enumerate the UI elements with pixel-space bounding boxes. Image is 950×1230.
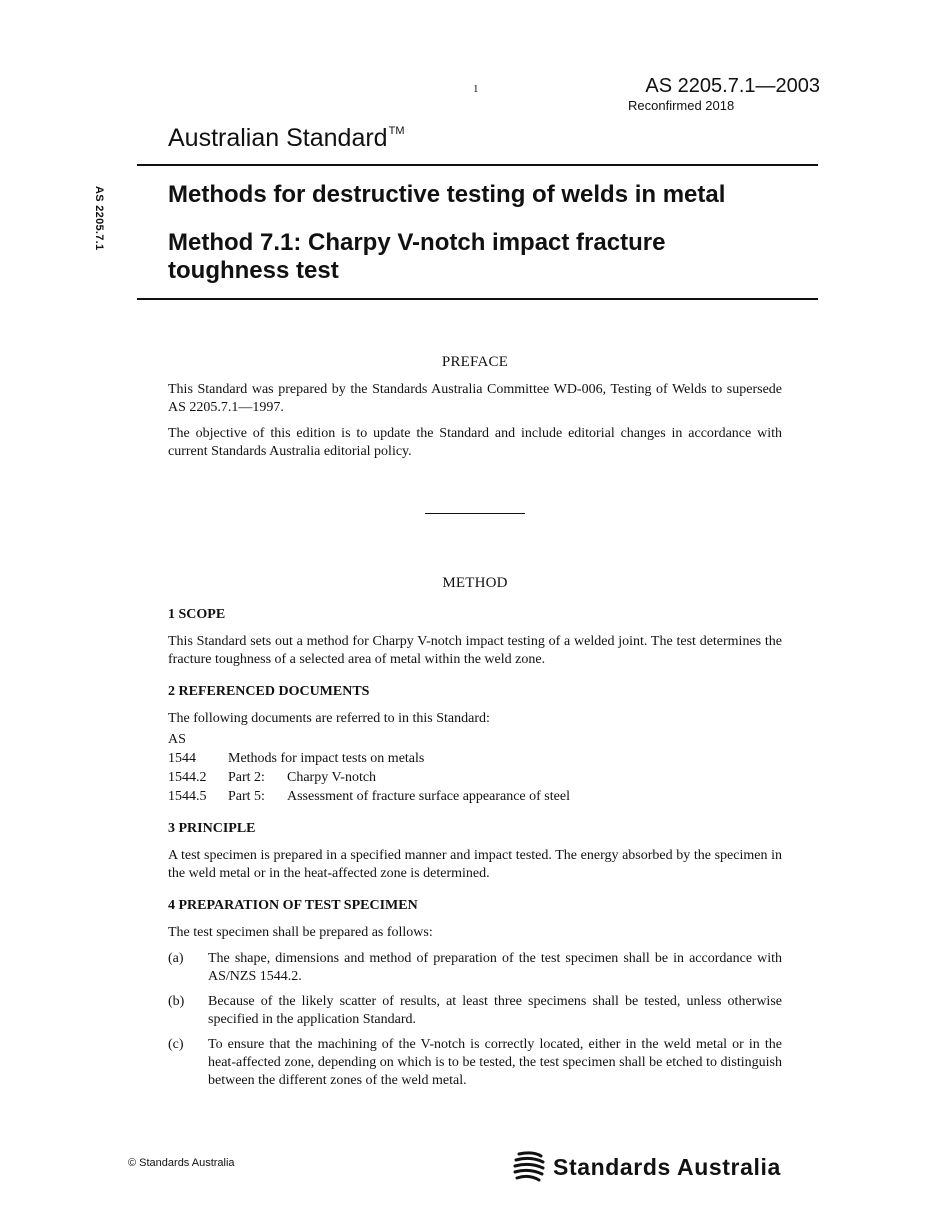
preface-paragraph: The objective of this edition is to update the Standard and include editorial changes in accordance with current Standards Australia editorial policy. — [168, 426, 782, 459]
trademark-mark: TM — [388, 125, 405, 137]
list-item-text: The shape, dimensions and method of preparation of the test specimen shall be in accordance with AS/NZS 1544.2. — [208, 951, 782, 984]
top-rule — [137, 164, 818, 166]
list-item-label: (b) — [168, 994, 185, 1009]
references-group — [168, 730, 782, 749]
reference-number: 1544 — [168, 751, 196, 766]
scope-text: This Standard sets out a method for Charpy V-notch impact testing of a welded joint. The test determines the fracture toughness of a selected area of metal within the weld zone. — [168, 634, 782, 667]
side-label: AS 2205.7.1 — [93, 186, 105, 251]
series-title — [168, 124, 404, 153]
bottom-title-rule — [137, 298, 818, 300]
document-body — [168, 353, 782, 1097]
reference-title: Charpy V-notch — [287, 770, 377, 785]
reference-item — [168, 787, 782, 806]
reference-number: 1544.2 — [168, 770, 207, 785]
logo-text: Standards Australia — [553, 1153, 781, 1180]
preface-heading: PREFACE — [441, 354, 509, 370]
method-title-line2: toughness test — [168, 257, 339, 284]
method-heading: METHOD — [442, 575, 508, 591]
reference-item — [168, 749, 782, 768]
list-item — [168, 993, 782, 1029]
list-item-text: Because of the likely scatter of results, at least three specimens shall be tested, unless otherwise specified in the application Standard. — [208, 994, 782, 1027]
list-item-text: To ensure that the machining of the V-notch is correctly located, either in the weld metal or in the heat-affected zone, depending on which is to be tested, the test specimen shall be etched to distinguish between the different zones of the weld metal. — [208, 1037, 782, 1088]
references-group-label: AS — [168, 732, 186, 747]
method-title-line1: Method 7.1: Charpy V-notch impact fracture — [168, 229, 666, 256]
list-item-label: (a) — [168, 951, 184, 966]
references-intro: The following documents are referred to in this Standard: — [168, 711, 490, 726]
reference-item — [168, 768, 782, 787]
reference-number: 1544.5 — [168, 789, 207, 804]
list-item — [168, 1036, 782, 1090]
reference-part: Part 2: — [228, 770, 265, 785]
principle-text: A test specimen is prepared in a specified manner and impact tested. The energy absorbed by the specimen in the weld metal or in the heat-affected zone is determined. — [168, 848, 782, 881]
reference-part: Part 5: — [228, 789, 265, 804]
standard-number: AS 2205.7.1—2003 — [645, 75, 820, 97]
preface-paragraph: This Standard was prepared by the Standards Australia Committee WD-006, Testing of Welds to supersede AS 2205.7.1—1997. — [168, 382, 782, 415]
section-separator — [425, 513, 525, 514]
copyright-notice: © Standards Australia — [128, 1157, 235, 1169]
document-title: Methods for destructive testing of welds in metal — [168, 181, 726, 208]
preparation-heading: 4 PREPARATION OF TEST SPECIMEN — [168, 898, 418, 913]
reconfirmed-label: Reconfirmed 2018 — [628, 98, 735, 113]
method-title — [168, 229, 788, 285]
scope-heading: 1 SCOPE — [168, 607, 226, 622]
preparation-intro: The test specimen shall be prepared as follows: — [168, 925, 433, 940]
list-item-label: (c) — [168, 1037, 184, 1052]
references-heading: 2 REFERENCED DOCUMENTS — [168, 684, 370, 699]
logo-mark-icon — [511, 1149, 547, 1185]
series-title-text: Australian Standard — [168, 124, 388, 152]
standards-australia-logo — [511, 1149, 781, 1185]
reference-title: Methods for impact tests on metals — [228, 751, 425, 766]
principle-heading: 3 PRINCIPLE — [168, 821, 256, 836]
list-item — [168, 950, 782, 986]
reference-title: Assessment of fracture surface appearance of steel — [287, 789, 570, 804]
page-number: 1 — [473, 83, 479, 95]
